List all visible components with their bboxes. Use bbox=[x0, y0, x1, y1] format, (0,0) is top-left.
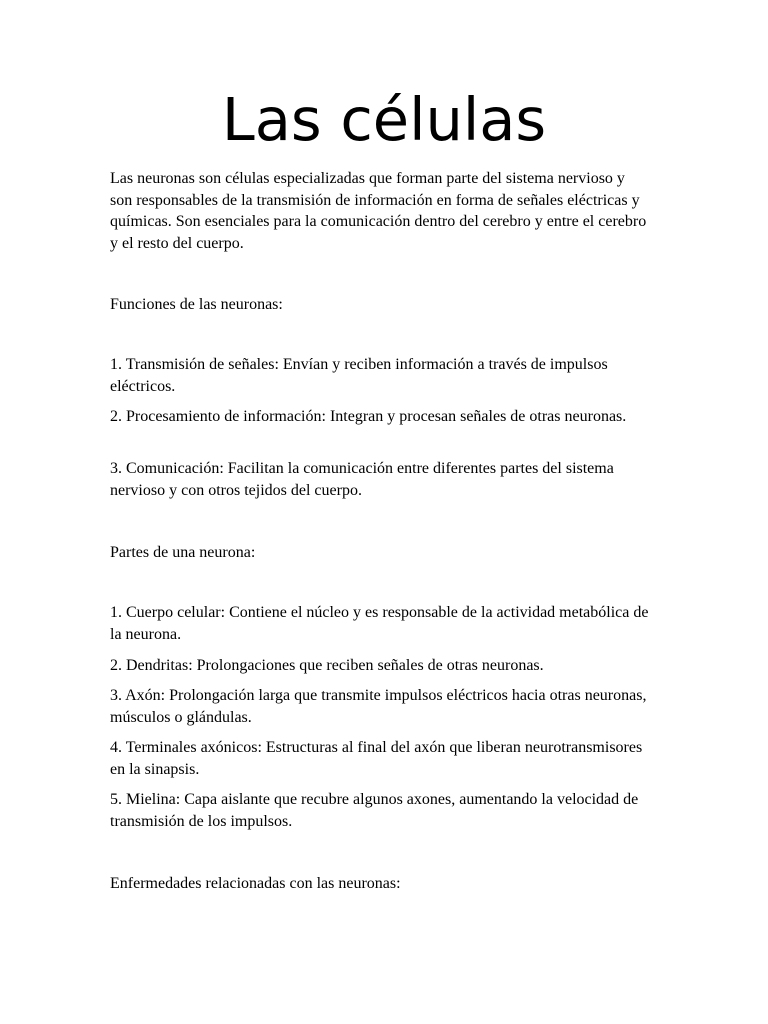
part-item-2: 2. Dendritas: Prolongaciones que reciben señales de otras neuronas. bbox=[110, 657, 544, 674]
part-item-4: 4. Terminales axónicos: Estructuras al final del axón que liberan neurotransmisores en la sinapsis. bbox=[110, 739, 643, 778]
function-item-1: 1. Transmisión de señales: Envían y reciben información a través de impulsos eléctricos. bbox=[110, 356, 608, 395]
document-title: Las células bbox=[221, 85, 547, 154]
intro-paragraph: Las neuronas son células especializadas que forman parte del sistema nervioso y son responsables de la transmisión de información en forma de señales eléctricas y químicas. Son esenciales para la comunicación dentro del cerebro y entre el cerebro y el resto del cuerpo. bbox=[110, 170, 647, 252]
function-item-2: 2. Procesamiento de información: Integran y procesan señales de otras neuronas. bbox=[110, 408, 627, 425]
part-item-5: 5. Mielina: Capa aislante que recubre algunos axones, aumentando la velocidad de transmisión de los impulsos. bbox=[110, 791, 639, 830]
diseases-heading: Enfermedades relacionadas con las neuronas: bbox=[110, 875, 401, 892]
functions-heading: Funciones de las neuronas: bbox=[110, 296, 283, 313]
function-item-3: 3. Comunicación: Facilitan la comunicación entre diferentes partes del sistema nervioso y con otros tejidos del cuerpo. bbox=[110, 460, 614, 499]
part-item-1: 1. Cuerpo celular: Contiene el núcleo y es responsable de la actividad metabólica de la neurona. bbox=[110, 604, 649, 643]
parts-heading: Partes de una neurona: bbox=[110, 544, 256, 561]
part-item-3: 3. Axón: Prolongación larga que transmite impulsos eléctricos hacia otras neuronas, músculos o glándulas. bbox=[110, 687, 647, 726]
